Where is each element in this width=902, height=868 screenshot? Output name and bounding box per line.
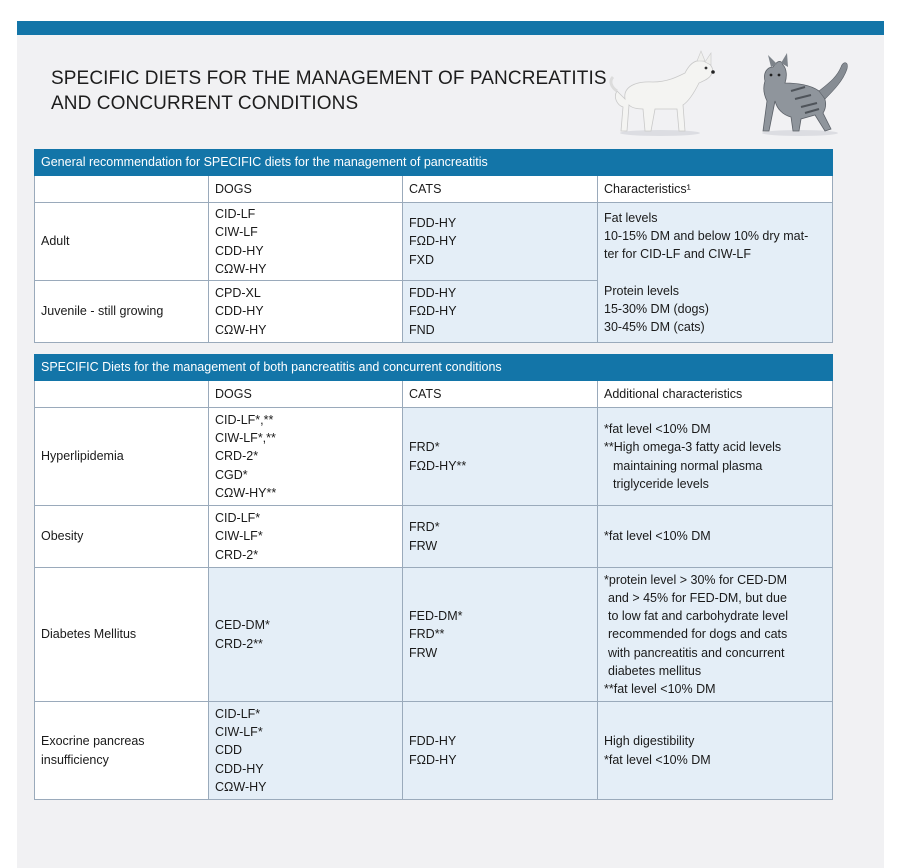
- title-line-1: SPECIFIC DIETS FOR THE MANAGEMENT OF PANCREATITIS: [51, 68, 607, 89]
- table2-caption: SPECIFIC Diets for the management of both pancreatitis and concurrent conditions: [35, 355, 833, 381]
- fat-levels-line: ter for CID-LF and CIW-LF: [604, 247, 752, 262]
- note-line: *fat level <10% DM: [604, 752, 711, 767]
- diet-code: CΩW-HY: [215, 261, 267, 276]
- notes-cell: [598, 702, 833, 800]
- note-line: diabetes mellitus: [608, 663, 702, 678]
- note-line: to low fat and carbohydrate level: [608, 609, 788, 624]
- diet-code: CDD-HY: [215, 761, 264, 776]
- cat-illustration: [762, 53, 847, 136]
- row-label: Adult: [35, 203, 209, 281]
- table-caption-row: [35, 150, 833, 176]
- cats-diets-cell: [403, 281, 598, 343]
- dogs-diets-cell: [209, 568, 403, 702]
- row-label-line: Exocrine pancreas: [41, 734, 145, 749]
- diet-code: CRD-2**: [215, 636, 263, 651]
- table-caption-row: [35, 355, 833, 381]
- pets-illustration: [605, 47, 855, 137]
- table-row: [35, 702, 833, 800]
- diet-code: FDD-HY: [409, 216, 457, 231]
- diet-code: CDD-HY: [215, 304, 264, 319]
- protein-levels-line: 30-45% DM (cats): [604, 319, 705, 334]
- dogs-header: DOGS: [209, 176, 403, 203]
- diet-code: CID-LF*: [215, 706, 261, 721]
- diet-code: FRD*: [409, 520, 440, 535]
- table1-caption: General recommendation for SPECIFIC diets for the management of pancreatitis: [35, 150, 833, 176]
- note-line: **fat level <10% DM: [604, 682, 716, 696]
- diet-code: CDD: [215, 743, 243, 758]
- diet-code: FRW: [409, 645, 438, 660]
- dogs-diets-cell: [209, 281, 403, 343]
- notes-cell: [598, 506, 833, 568]
- row-label: Juvenile - still growing: [35, 281, 209, 343]
- diet-code: FΩD-HY: [409, 752, 457, 767]
- row-label-line: insufficiency: [41, 752, 109, 767]
- row-label: Obesity: [35, 506, 209, 568]
- spacer: [604, 264, 826, 282]
- empty-header-cell: [35, 381, 209, 408]
- diet-code: FΩD-HY**: [409, 458, 467, 473]
- diet-code: FXD: [409, 252, 434, 267]
- diet-code: CGD*: [215, 467, 248, 482]
- diet-code: CID-LF*: [215, 511, 261, 526]
- concurrent-conditions-table: [34, 354, 833, 800]
- row-label: [35, 702, 209, 800]
- diet-code: CIW-LF*: [215, 725, 263, 740]
- diet-code: CRD-2*: [215, 547, 259, 562]
- cats-diets-cell: [403, 203, 598, 281]
- diet-code: FDD-HY: [409, 286, 457, 301]
- note-line: recommended for dogs and cats: [608, 627, 788, 642]
- table-row: [35, 408, 833, 506]
- diet-code: FΩD-HY: [409, 304, 457, 319]
- notes-cell: [598, 408, 833, 506]
- diet-code: CΩW-HY: [215, 779, 267, 794]
- empty-header-cell: [35, 176, 209, 203]
- note-line: with pancreatitis and concurrent: [608, 645, 785, 660]
- note-line: **High omega-3 fatty acid levels: [604, 440, 782, 455]
- additional-characteristics-header: Additional characteristics: [598, 381, 833, 408]
- cats-header: CATS: [403, 381, 598, 408]
- dogs-diets-cell: [209, 203, 403, 281]
- notes-cell: [598, 568, 833, 702]
- diet-code: CID-LF: [215, 207, 256, 222]
- cats-header: CATS: [403, 176, 598, 203]
- protein-levels-line: 15-30% DM (dogs): [604, 301, 709, 316]
- page-title: [51, 66, 631, 116]
- diet-code: FED-DM*: [409, 609, 463, 624]
- general-recommendation-table: [34, 149, 833, 343]
- fat-levels-line: 10-15% DM and below 10% dry mat-: [604, 229, 809, 244]
- characteristics-cell: [598, 203, 833, 343]
- column-header-row: [35, 381, 833, 408]
- fat-levels-title: Fat levels: [604, 210, 658, 225]
- diet-code: CDD-HY: [215, 243, 264, 258]
- diet-code: CIW-LF*,**: [215, 431, 276, 446]
- note-line: *protein level > 30% for CED-DM: [604, 572, 788, 587]
- title-line-2: AND CONCURRENT CONDITIONS: [51, 93, 359, 114]
- cats-diets-cell: [403, 506, 598, 568]
- table-row: [35, 568, 833, 702]
- note-line: *fat level <10% DM: [604, 422, 711, 437]
- diet-code: FND: [409, 322, 435, 337]
- diet-code: FRD*: [409, 440, 440, 455]
- diet-code: FRD**: [409, 627, 445, 642]
- diet-code: CIW-LF: [215, 225, 258, 240]
- cats-diets-cell: [403, 568, 598, 702]
- note-line: *fat level <10% DM: [604, 529, 711, 544]
- diet-code: FDD-HY: [409, 734, 457, 749]
- row-label: Hyperlipidemia: [35, 408, 209, 506]
- dogs-header: DOGS: [209, 381, 403, 408]
- characteristics-header: Characteristics¹: [598, 176, 833, 203]
- diet-code: CΩW-HY: [215, 322, 267, 337]
- dogs-diets-cell: [209, 702, 403, 800]
- diet-code: CED-DM*: [215, 618, 270, 633]
- table-row: [35, 506, 833, 568]
- dogs-diets-cell: [209, 408, 403, 506]
- diet-code: FRW: [409, 538, 438, 553]
- note-line: High digestibility: [604, 734, 695, 749]
- protein-levels-title: Protein levels: [604, 283, 680, 298]
- row-label: Diabetes Mellitus: [35, 568, 209, 702]
- cats-diets-cell: [403, 702, 598, 800]
- dogs-diets-cell: [209, 506, 403, 568]
- diet-code: CID-LF*,**: [215, 412, 274, 427]
- cats-diets-cell: [403, 408, 598, 506]
- table-row: [35, 203, 833, 281]
- note-line: maintaining normal plasma: [613, 458, 763, 473]
- diet-code: CIW-LF*: [215, 529, 263, 544]
- diet-code: FΩD-HY: [409, 234, 457, 249]
- dog-illustration: [611, 51, 715, 136]
- column-header-row: [35, 176, 833, 203]
- diet-code: CPD-XL: [215, 286, 261, 301]
- note-line: triglyceride levels: [613, 476, 709, 491]
- note-line: and > 45% for FED-DM, but due: [608, 590, 787, 605]
- accent-bar: [17, 21, 884, 35]
- diet-code: CRD-2*: [215, 449, 259, 464]
- diet-code: CΩW-HY**: [215, 485, 277, 500]
